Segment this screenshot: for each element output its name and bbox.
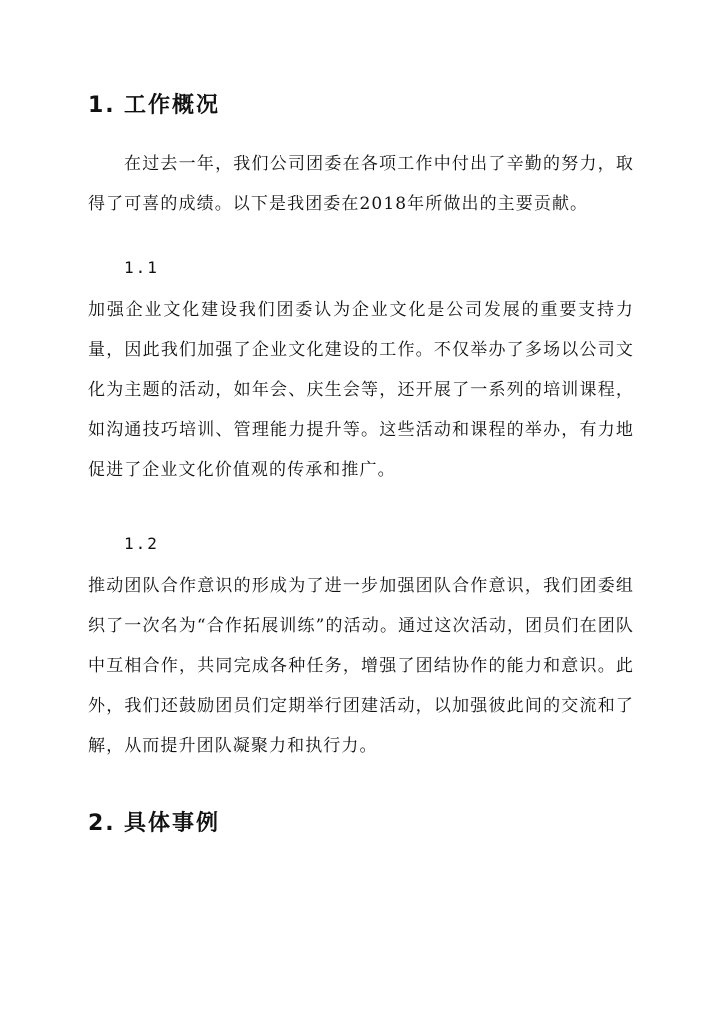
section-number: 2.: [88, 811, 116, 836]
section-heading-1: [88, 88, 220, 119]
subsection-number-1-2: 1.2: [124, 534, 159, 553]
section-number: 1.: [88, 93, 116, 118]
section-title: 工作概况: [124, 93, 221, 118]
section-title: 具体事例: [124, 811, 221, 836]
subsection-paragraph-1-2: 推动团队合作意识的形成为了进一步加强团队合作意识，我们团委组织了一次名为“合作拓展训练”的活动。通过这次活动，团员们在团队中互相合作，共同完成各种任务，增强了团结协作的能力和意识。此外，我们还鼓励团员们定期举行团建活动，以加强彼此间的交流和了解，从而提升团队凝聚力和执行力。: [88, 576, 634, 756]
section-heading-2: [88, 806, 220, 837]
intro-paragraph: 在过去一年，我们公司团委在各项工作中付出了辛勤的努力，取得了可喜的成绩。以下是我团委在2018年所做出的主要贡献。: [88, 154, 634, 214]
subsection-number-1-1: 1.1: [124, 258, 159, 277]
subsection-paragraph-1-1: 加强企业文化建设我们团委认为企业文化是公司发展的重要支持力量，因此我们加强了企业文化建设的工作。不仅举办了多场以公司文化为主题的活动，如年会、庆生会等，还开展了一系列的培训课程，如沟通技巧培训、管理能力提升等。这些活动和课程的举办，有力地促进了企业文化价值观的传承和推广。: [88, 300, 634, 480]
